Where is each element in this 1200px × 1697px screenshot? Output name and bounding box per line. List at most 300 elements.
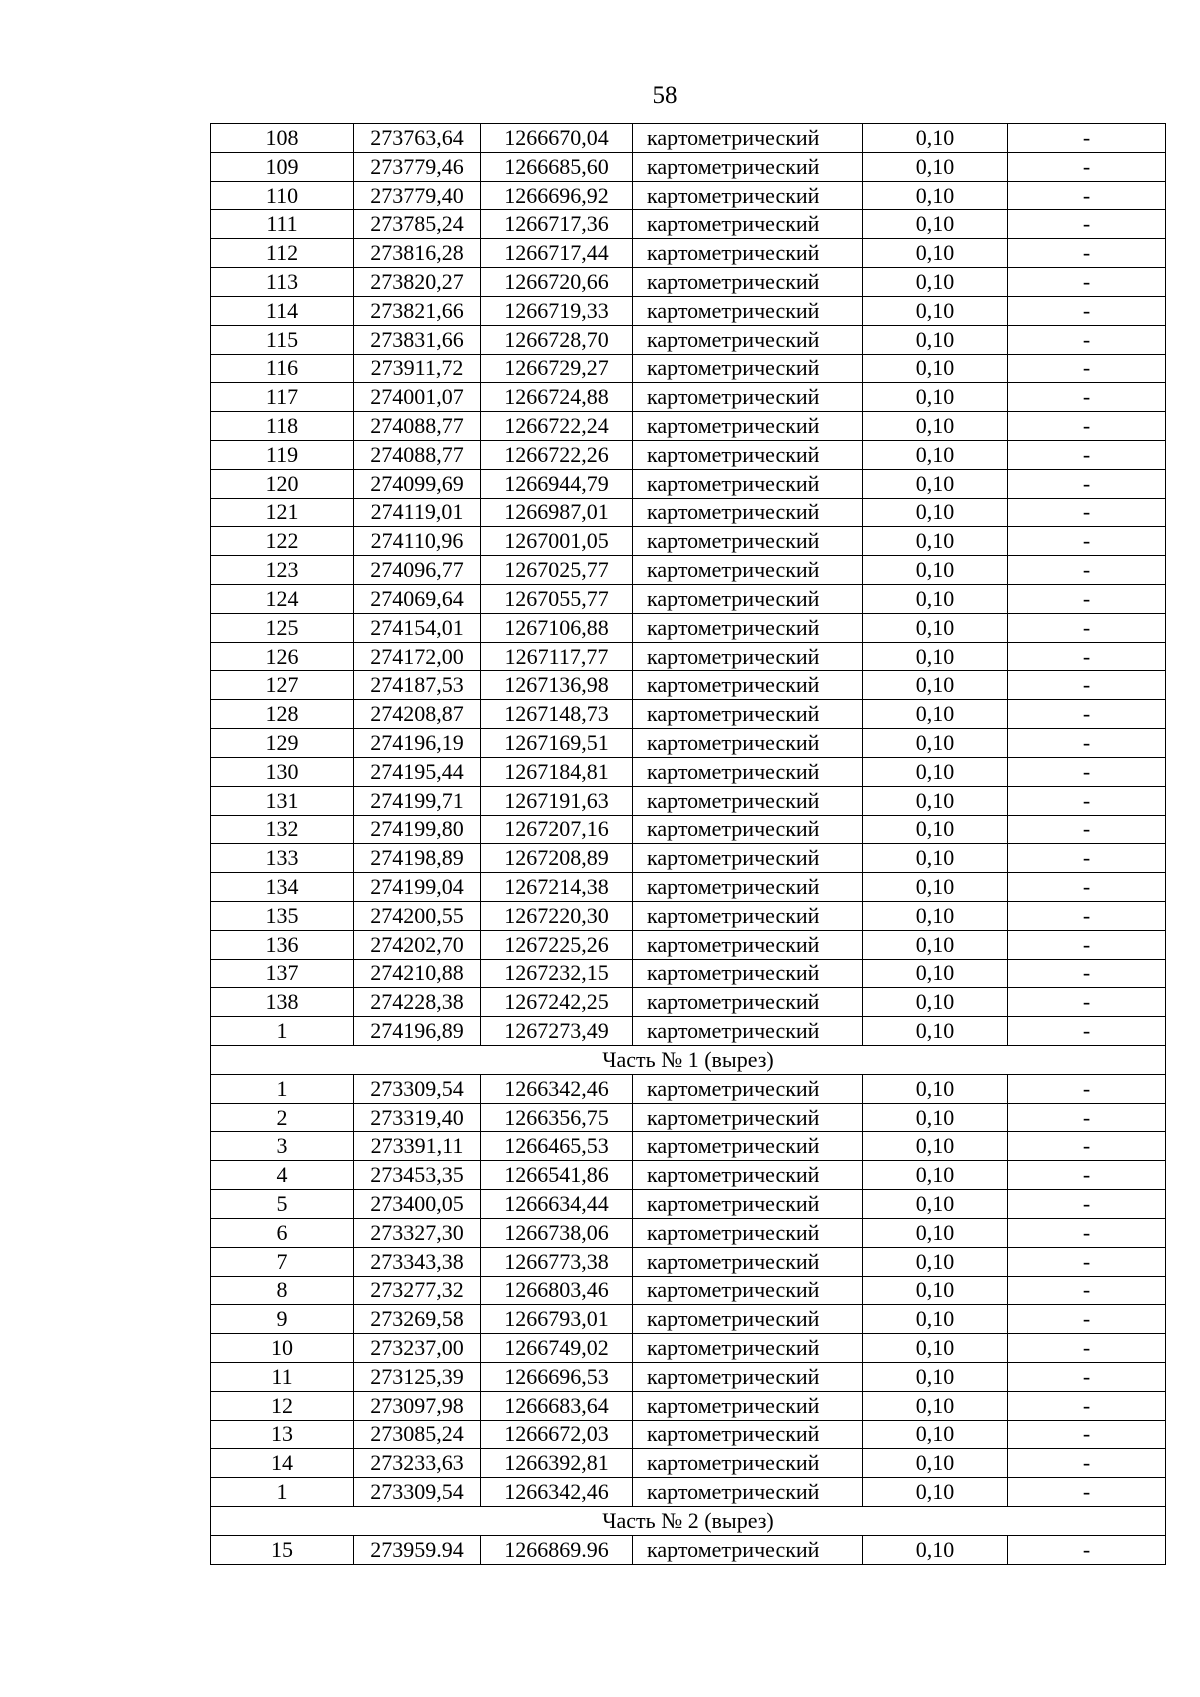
section-label: Часть № 1 (вырез): [211, 1046, 1166, 1075]
method-cell: картометрический: [633, 354, 863, 383]
x-coordinate-cell: 273785,24: [354, 210, 481, 239]
note-cell: -: [1008, 1391, 1166, 1420]
method-cell: картометрический: [633, 152, 863, 181]
method-cell: картометрический: [633, 469, 863, 498]
point-number-cell: 9: [211, 1305, 354, 1334]
table-row: [211, 1247, 1166, 1276]
method-cell: картометрический: [633, 296, 863, 325]
accuracy-cell: 0,10: [863, 959, 1008, 988]
table-row: [211, 181, 1166, 210]
point-number-cell: 15: [211, 1535, 354, 1564]
method-cell: картометрический: [633, 844, 863, 873]
point-number-cell: 136: [211, 930, 354, 959]
point-number-cell: 10: [211, 1334, 354, 1363]
note-cell: -: [1008, 210, 1166, 239]
y-coordinate-cell: 1267117,77: [481, 642, 633, 671]
note-cell: -: [1008, 815, 1166, 844]
note-cell: -: [1008, 239, 1166, 268]
table-row: [211, 1017, 1166, 1046]
accuracy-cell: 0,10: [863, 1161, 1008, 1190]
table-row: [211, 1334, 1166, 1363]
accuracy-cell: 0,10: [863, 296, 1008, 325]
point-number-cell: 117: [211, 383, 354, 412]
y-coordinate-cell: 1267207,16: [481, 815, 633, 844]
x-coordinate-cell: 273821,66: [354, 296, 481, 325]
table-row: [211, 556, 1166, 585]
point-number-cell: 138: [211, 988, 354, 1017]
point-number-cell: 124: [211, 585, 354, 614]
y-coordinate-cell: 1266944,79: [481, 469, 633, 498]
method-cell: картометрический: [633, 815, 863, 844]
note-cell: -: [1008, 556, 1166, 585]
method-cell: картометрический: [633, 1132, 863, 1161]
y-coordinate-cell: 1266749,02: [481, 1334, 633, 1363]
point-number-cell: 8: [211, 1276, 354, 1305]
note-cell: -: [1008, 988, 1166, 1017]
method-cell: картометрический: [633, 729, 863, 758]
point-number-cell: 14: [211, 1449, 354, 1478]
x-coordinate-cell: 273831,66: [354, 325, 481, 354]
accuracy-cell: 0,10: [863, 1449, 1008, 1478]
accuracy-cell: 0,10: [863, 642, 1008, 671]
point-number-cell: 132: [211, 815, 354, 844]
x-coordinate-cell: 274199,04: [354, 873, 481, 902]
point-number-cell: 130: [211, 757, 354, 786]
y-coordinate-cell: 1267220,30: [481, 901, 633, 930]
x-coordinate-cell: 274119,01: [354, 498, 481, 527]
y-coordinate-cell: 1267136,98: [481, 671, 633, 700]
table-row: [211, 671, 1166, 700]
accuracy-cell: 0,10: [863, 440, 1008, 469]
y-coordinate-cell: 1266717,36: [481, 210, 633, 239]
point-number-cell: 137: [211, 959, 354, 988]
x-coordinate-cell: 273763,64: [354, 124, 481, 153]
accuracy-cell: 0,10: [863, 354, 1008, 383]
table-row: [211, 729, 1166, 758]
point-number-cell: 109: [211, 152, 354, 181]
method-cell: картометрический: [633, 1074, 863, 1103]
y-coordinate-cell: 1267214,38: [481, 873, 633, 902]
note-cell: -: [1008, 1535, 1166, 1564]
x-coordinate-cell: 273959.94: [354, 1535, 481, 1564]
table-row: [211, 988, 1166, 1017]
table-row: [211, 412, 1166, 441]
point-number-cell: 5: [211, 1190, 354, 1219]
y-coordinate-cell: 1267208,89: [481, 844, 633, 873]
x-coordinate-cell: 274199,71: [354, 786, 481, 815]
note-cell: -: [1008, 1190, 1166, 1219]
note-cell: -: [1008, 1420, 1166, 1449]
method-cell: картометрический: [633, 1478, 863, 1507]
y-coordinate-cell: 1267148,73: [481, 700, 633, 729]
point-number-cell: 1: [211, 1074, 354, 1103]
point-number-cell: 127: [211, 671, 354, 700]
accuracy-cell: 0,10: [863, 1391, 1008, 1420]
method-cell: картометрический: [633, 268, 863, 297]
table-row: [211, 1391, 1166, 1420]
table-row: [211, 1276, 1166, 1305]
accuracy-cell: 0,10: [863, 527, 1008, 556]
y-coordinate-cell: 1266342,46: [481, 1478, 633, 1507]
table-row: [211, 930, 1166, 959]
x-coordinate-cell: 274154,01: [354, 613, 481, 642]
method-cell: картометрический: [633, 642, 863, 671]
y-coordinate-cell: 1266634,44: [481, 1190, 633, 1219]
note-cell: -: [1008, 959, 1166, 988]
y-coordinate-cell: 1266670,04: [481, 124, 633, 153]
x-coordinate-cell: 274172,00: [354, 642, 481, 671]
method-cell: картометрический: [633, 1334, 863, 1363]
accuracy-cell: 0,10: [863, 786, 1008, 815]
accuracy-cell: 0,10: [863, 556, 1008, 585]
method-cell: картометрический: [633, 1535, 863, 1564]
y-coordinate-cell: 1266465,53: [481, 1132, 633, 1161]
x-coordinate-cell: 274202,70: [354, 930, 481, 959]
table-row: [211, 786, 1166, 815]
x-coordinate-cell: 273327,30: [354, 1218, 481, 1247]
method-cell: картометрический: [633, 498, 863, 527]
y-coordinate-cell: 1267055,77: [481, 585, 633, 614]
note-cell: -: [1008, 1247, 1166, 1276]
accuracy-cell: 0,10: [863, 383, 1008, 412]
x-coordinate-cell: 274200,55: [354, 901, 481, 930]
accuracy-cell: 0,10: [863, 729, 1008, 758]
point-number-cell: 134: [211, 873, 354, 902]
note-cell: -: [1008, 296, 1166, 325]
accuracy-cell: 0,10: [863, 844, 1008, 873]
note-cell: -: [1008, 152, 1166, 181]
x-coordinate-cell: 273097,98: [354, 1391, 481, 1420]
accuracy-cell: 0,10: [863, 210, 1008, 239]
method-cell: картометрический: [633, 585, 863, 614]
accuracy-cell: 0,10: [863, 873, 1008, 902]
accuracy-cell: 0,10: [863, 901, 1008, 930]
x-coordinate-cell: 274228,38: [354, 988, 481, 1017]
method-cell: картометрический: [633, 757, 863, 786]
y-coordinate-cell: 1266869.96: [481, 1535, 633, 1564]
note-cell: -: [1008, 1449, 1166, 1478]
accuracy-cell: 0,10: [863, 613, 1008, 642]
method-cell: картометрический: [633, 527, 863, 556]
point-number-cell: 112: [211, 239, 354, 268]
y-coordinate-cell: 1266793,01: [481, 1305, 633, 1334]
accuracy-cell: 0,10: [863, 124, 1008, 153]
accuracy-cell: 0,10: [863, 1305, 1008, 1334]
table-row: [211, 498, 1166, 527]
method-cell: картометрический: [633, 1190, 863, 1219]
x-coordinate-cell: 274001,07: [354, 383, 481, 412]
section-row: [211, 1046, 1166, 1075]
y-coordinate-cell: 1266685,60: [481, 152, 633, 181]
method-cell: картометрический: [633, 901, 863, 930]
accuracy-cell: 0,10: [863, 1132, 1008, 1161]
x-coordinate-cell: 273309,54: [354, 1478, 481, 1507]
method-cell: картометрический: [633, 930, 863, 959]
note-cell: -: [1008, 498, 1166, 527]
method-cell: картометрический: [633, 1017, 863, 1046]
note-cell: -: [1008, 268, 1166, 297]
table-row: [211, 873, 1166, 902]
table-row: [211, 210, 1166, 239]
y-coordinate-cell: 1266717,44: [481, 239, 633, 268]
method-cell: картометрический: [633, 1391, 863, 1420]
point-number-cell: 129: [211, 729, 354, 758]
y-coordinate-cell: 1266720,66: [481, 268, 633, 297]
point-number-cell: 113: [211, 268, 354, 297]
note-cell: -: [1008, 181, 1166, 210]
point-number-cell: 11: [211, 1362, 354, 1391]
accuracy-cell: 0,10: [863, 1276, 1008, 1305]
x-coordinate-cell: 273453,35: [354, 1161, 481, 1190]
section-row: [211, 1507, 1166, 1536]
x-coordinate-cell: 274088,77: [354, 440, 481, 469]
x-coordinate-cell: 273779,40: [354, 181, 481, 210]
x-coordinate-cell: 274099,69: [354, 469, 481, 498]
table-row: [211, 1074, 1166, 1103]
accuracy-cell: 0,10: [863, 988, 1008, 1017]
point-number-cell: 12: [211, 1391, 354, 1420]
y-coordinate-cell: 1266696,53: [481, 1362, 633, 1391]
y-coordinate-cell: 1267106,88: [481, 613, 633, 642]
y-coordinate-cell: 1266683,64: [481, 1391, 633, 1420]
table-row: [211, 239, 1166, 268]
note-cell: -: [1008, 1478, 1166, 1507]
y-coordinate-cell: 1266729,27: [481, 354, 633, 383]
method-cell: картометрический: [633, 671, 863, 700]
x-coordinate-cell: 273277,32: [354, 1276, 481, 1305]
table-row: [211, 1161, 1166, 1190]
note-cell: -: [1008, 1362, 1166, 1391]
x-coordinate-cell: 273309,54: [354, 1074, 481, 1103]
point-number-cell: 118: [211, 412, 354, 441]
x-coordinate-cell: 273911,72: [354, 354, 481, 383]
note-cell: -: [1008, 1132, 1166, 1161]
point-number-cell: 114: [211, 296, 354, 325]
accuracy-cell: 0,10: [863, 412, 1008, 441]
point-number-cell: 110: [211, 181, 354, 210]
table-row: [211, 296, 1166, 325]
table-row: [211, 1103, 1166, 1132]
accuracy-cell: 0,10: [863, 585, 1008, 614]
table-row: [211, 1305, 1166, 1334]
y-coordinate-cell: 1266356,75: [481, 1103, 633, 1132]
point-number-cell: 133: [211, 844, 354, 873]
method-cell: картометрический: [633, 1218, 863, 1247]
method-cell: картометрический: [633, 988, 863, 1017]
x-coordinate-cell: 273233,63: [354, 1449, 481, 1478]
note-cell: -: [1008, 786, 1166, 815]
note-cell: -: [1008, 1017, 1166, 1046]
method-cell: картометрический: [633, 1247, 863, 1276]
note-cell: -: [1008, 901, 1166, 930]
page-number: 58: [652, 82, 678, 109]
section-label: Часть № 2 (вырез): [211, 1507, 1166, 1536]
note-cell: -: [1008, 1074, 1166, 1103]
accuracy-cell: 0,10: [863, 700, 1008, 729]
y-coordinate-cell: 1266541,86: [481, 1161, 633, 1190]
accuracy-cell: 0,10: [863, 1535, 1008, 1564]
x-coordinate-cell: 273125,39: [354, 1362, 481, 1391]
accuracy-cell: 0,10: [863, 1247, 1008, 1276]
table-row: [211, 1449, 1166, 1478]
accuracy-cell: 0,10: [863, 1074, 1008, 1103]
y-coordinate-cell: 1266724,88: [481, 383, 633, 412]
table-row: [211, 1132, 1166, 1161]
point-number-cell: 123: [211, 556, 354, 585]
table-row: [211, 700, 1166, 729]
x-coordinate-cell: 273400,05: [354, 1190, 481, 1219]
table-row: [211, 1535, 1166, 1564]
y-coordinate-cell: 1267184,81: [481, 757, 633, 786]
note-cell: -: [1008, 527, 1166, 556]
method-cell: картометрический: [633, 700, 863, 729]
y-coordinate-cell: 1267225,26: [481, 930, 633, 959]
method-cell: картометрический: [633, 873, 863, 902]
method-cell: картометрический: [633, 786, 863, 815]
note-cell: -: [1008, 124, 1166, 153]
accuracy-cell: 0,10: [863, 239, 1008, 268]
note-cell: -: [1008, 873, 1166, 902]
table-row: [211, 1190, 1166, 1219]
y-coordinate-cell: 1266728,70: [481, 325, 633, 354]
x-coordinate-cell: 273319,40: [354, 1103, 481, 1132]
note-cell: -: [1008, 325, 1166, 354]
accuracy-cell: 0,10: [863, 181, 1008, 210]
method-cell: картометрический: [633, 181, 863, 210]
note-cell: -: [1008, 1218, 1166, 1247]
accuracy-cell: 0,10: [863, 469, 1008, 498]
accuracy-cell: 0,10: [863, 325, 1008, 354]
method-cell: картометрический: [633, 325, 863, 354]
table-row: [211, 815, 1166, 844]
x-coordinate-cell: 274210,88: [354, 959, 481, 988]
table-row: [211, 613, 1166, 642]
point-number-cell: 1: [211, 1478, 354, 1507]
x-coordinate-cell: 274096,77: [354, 556, 481, 585]
method-cell: картометрический: [633, 383, 863, 412]
table-row: [211, 383, 1166, 412]
accuracy-cell: 0,10: [863, 152, 1008, 181]
x-coordinate-cell: 274199,80: [354, 815, 481, 844]
y-coordinate-cell: 1267191,63: [481, 786, 633, 815]
point-number-cell: 115: [211, 325, 354, 354]
method-cell: картометрический: [633, 440, 863, 469]
table-row: [211, 757, 1166, 786]
point-number-cell: 4: [211, 1161, 354, 1190]
table-row: [211, 268, 1166, 297]
point-number-cell: 108: [211, 124, 354, 153]
point-number-cell: 120: [211, 469, 354, 498]
point-number-cell: 131: [211, 786, 354, 815]
method-cell: картометрический: [633, 1161, 863, 1190]
point-number-cell: 111: [211, 210, 354, 239]
table-row: [211, 325, 1166, 354]
y-coordinate-cell: 1267232,15: [481, 959, 633, 988]
table-row: [211, 959, 1166, 988]
accuracy-cell: 0,10: [863, 1103, 1008, 1132]
x-coordinate-cell: 274195,44: [354, 757, 481, 786]
table-row: [211, 354, 1166, 383]
note-cell: -: [1008, 585, 1166, 614]
coordinates-table: [210, 123, 1166, 1565]
method-cell: картометрический: [633, 959, 863, 988]
y-coordinate-cell: 1267273,49: [481, 1017, 633, 1046]
method-cell: картометрический: [633, 613, 863, 642]
point-number-cell: 1: [211, 1017, 354, 1046]
note-cell: -: [1008, 1103, 1166, 1132]
point-number-cell: 126: [211, 642, 354, 671]
y-coordinate-cell: 1267025,77: [481, 556, 633, 585]
y-coordinate-cell: 1266987,01: [481, 498, 633, 527]
note-cell: -: [1008, 1305, 1166, 1334]
note-cell: -: [1008, 1276, 1166, 1305]
accuracy-cell: 0,10: [863, 1190, 1008, 1219]
table-row: [211, 527, 1166, 556]
y-coordinate-cell: 1266719,33: [481, 296, 633, 325]
point-number-cell: 122: [211, 527, 354, 556]
x-coordinate-cell: 274196,19: [354, 729, 481, 758]
y-coordinate-cell: 1267242,25: [481, 988, 633, 1017]
table-row: [211, 152, 1166, 181]
method-cell: картометрический: [633, 556, 863, 585]
accuracy-cell: 0,10: [863, 498, 1008, 527]
point-number-cell: 135: [211, 901, 354, 930]
accuracy-cell: 0,10: [863, 1478, 1008, 1507]
method-cell: картометрический: [633, 210, 863, 239]
y-coordinate-cell: 1266738,06: [481, 1218, 633, 1247]
accuracy-cell: 0,10: [863, 757, 1008, 786]
y-coordinate-cell: 1266696,92: [481, 181, 633, 210]
coordinates-table-body: [211, 124, 1166, 1565]
point-number-cell: 7: [211, 1247, 354, 1276]
method-cell: картометрический: [633, 1305, 863, 1334]
x-coordinate-cell: 274187,53: [354, 671, 481, 700]
point-number-cell: 119: [211, 440, 354, 469]
x-coordinate-cell: 273820,27: [354, 268, 481, 297]
method-cell: картометрический: [633, 1276, 863, 1305]
x-coordinate-cell: 274110,96: [354, 527, 481, 556]
accuracy-cell: 0,10: [863, 1420, 1008, 1449]
table-row: [211, 901, 1166, 930]
x-coordinate-cell: 274196,89: [354, 1017, 481, 1046]
method-cell: картометрический: [633, 124, 863, 153]
x-coordinate-cell: 273779,46: [354, 152, 481, 181]
method-cell: картометрический: [633, 1103, 863, 1132]
y-coordinate-cell: 1266342,46: [481, 1074, 633, 1103]
y-coordinate-cell: 1266722,24: [481, 412, 633, 441]
note-cell: -: [1008, 613, 1166, 642]
point-number-cell: 2: [211, 1103, 354, 1132]
x-coordinate-cell: 273343,38: [354, 1247, 481, 1276]
x-coordinate-cell: 273237,00: [354, 1334, 481, 1363]
x-coordinate-cell: 273085,24: [354, 1420, 481, 1449]
accuracy-cell: 0,10: [863, 268, 1008, 297]
x-coordinate-cell: 274208,87: [354, 700, 481, 729]
accuracy-cell: 0,10: [863, 930, 1008, 959]
note-cell: -: [1008, 671, 1166, 700]
note-cell: -: [1008, 469, 1166, 498]
y-coordinate-cell: 1266672,03: [481, 1420, 633, 1449]
accuracy-cell: 0,10: [863, 1334, 1008, 1363]
note-cell: -: [1008, 383, 1166, 412]
table-row: [211, 1420, 1166, 1449]
table-row: [211, 642, 1166, 671]
y-coordinate-cell: 1267169,51: [481, 729, 633, 758]
note-cell: -: [1008, 1161, 1166, 1190]
method-cell: картометрический: [633, 1420, 863, 1449]
note-cell: -: [1008, 729, 1166, 758]
point-number-cell: 116: [211, 354, 354, 383]
